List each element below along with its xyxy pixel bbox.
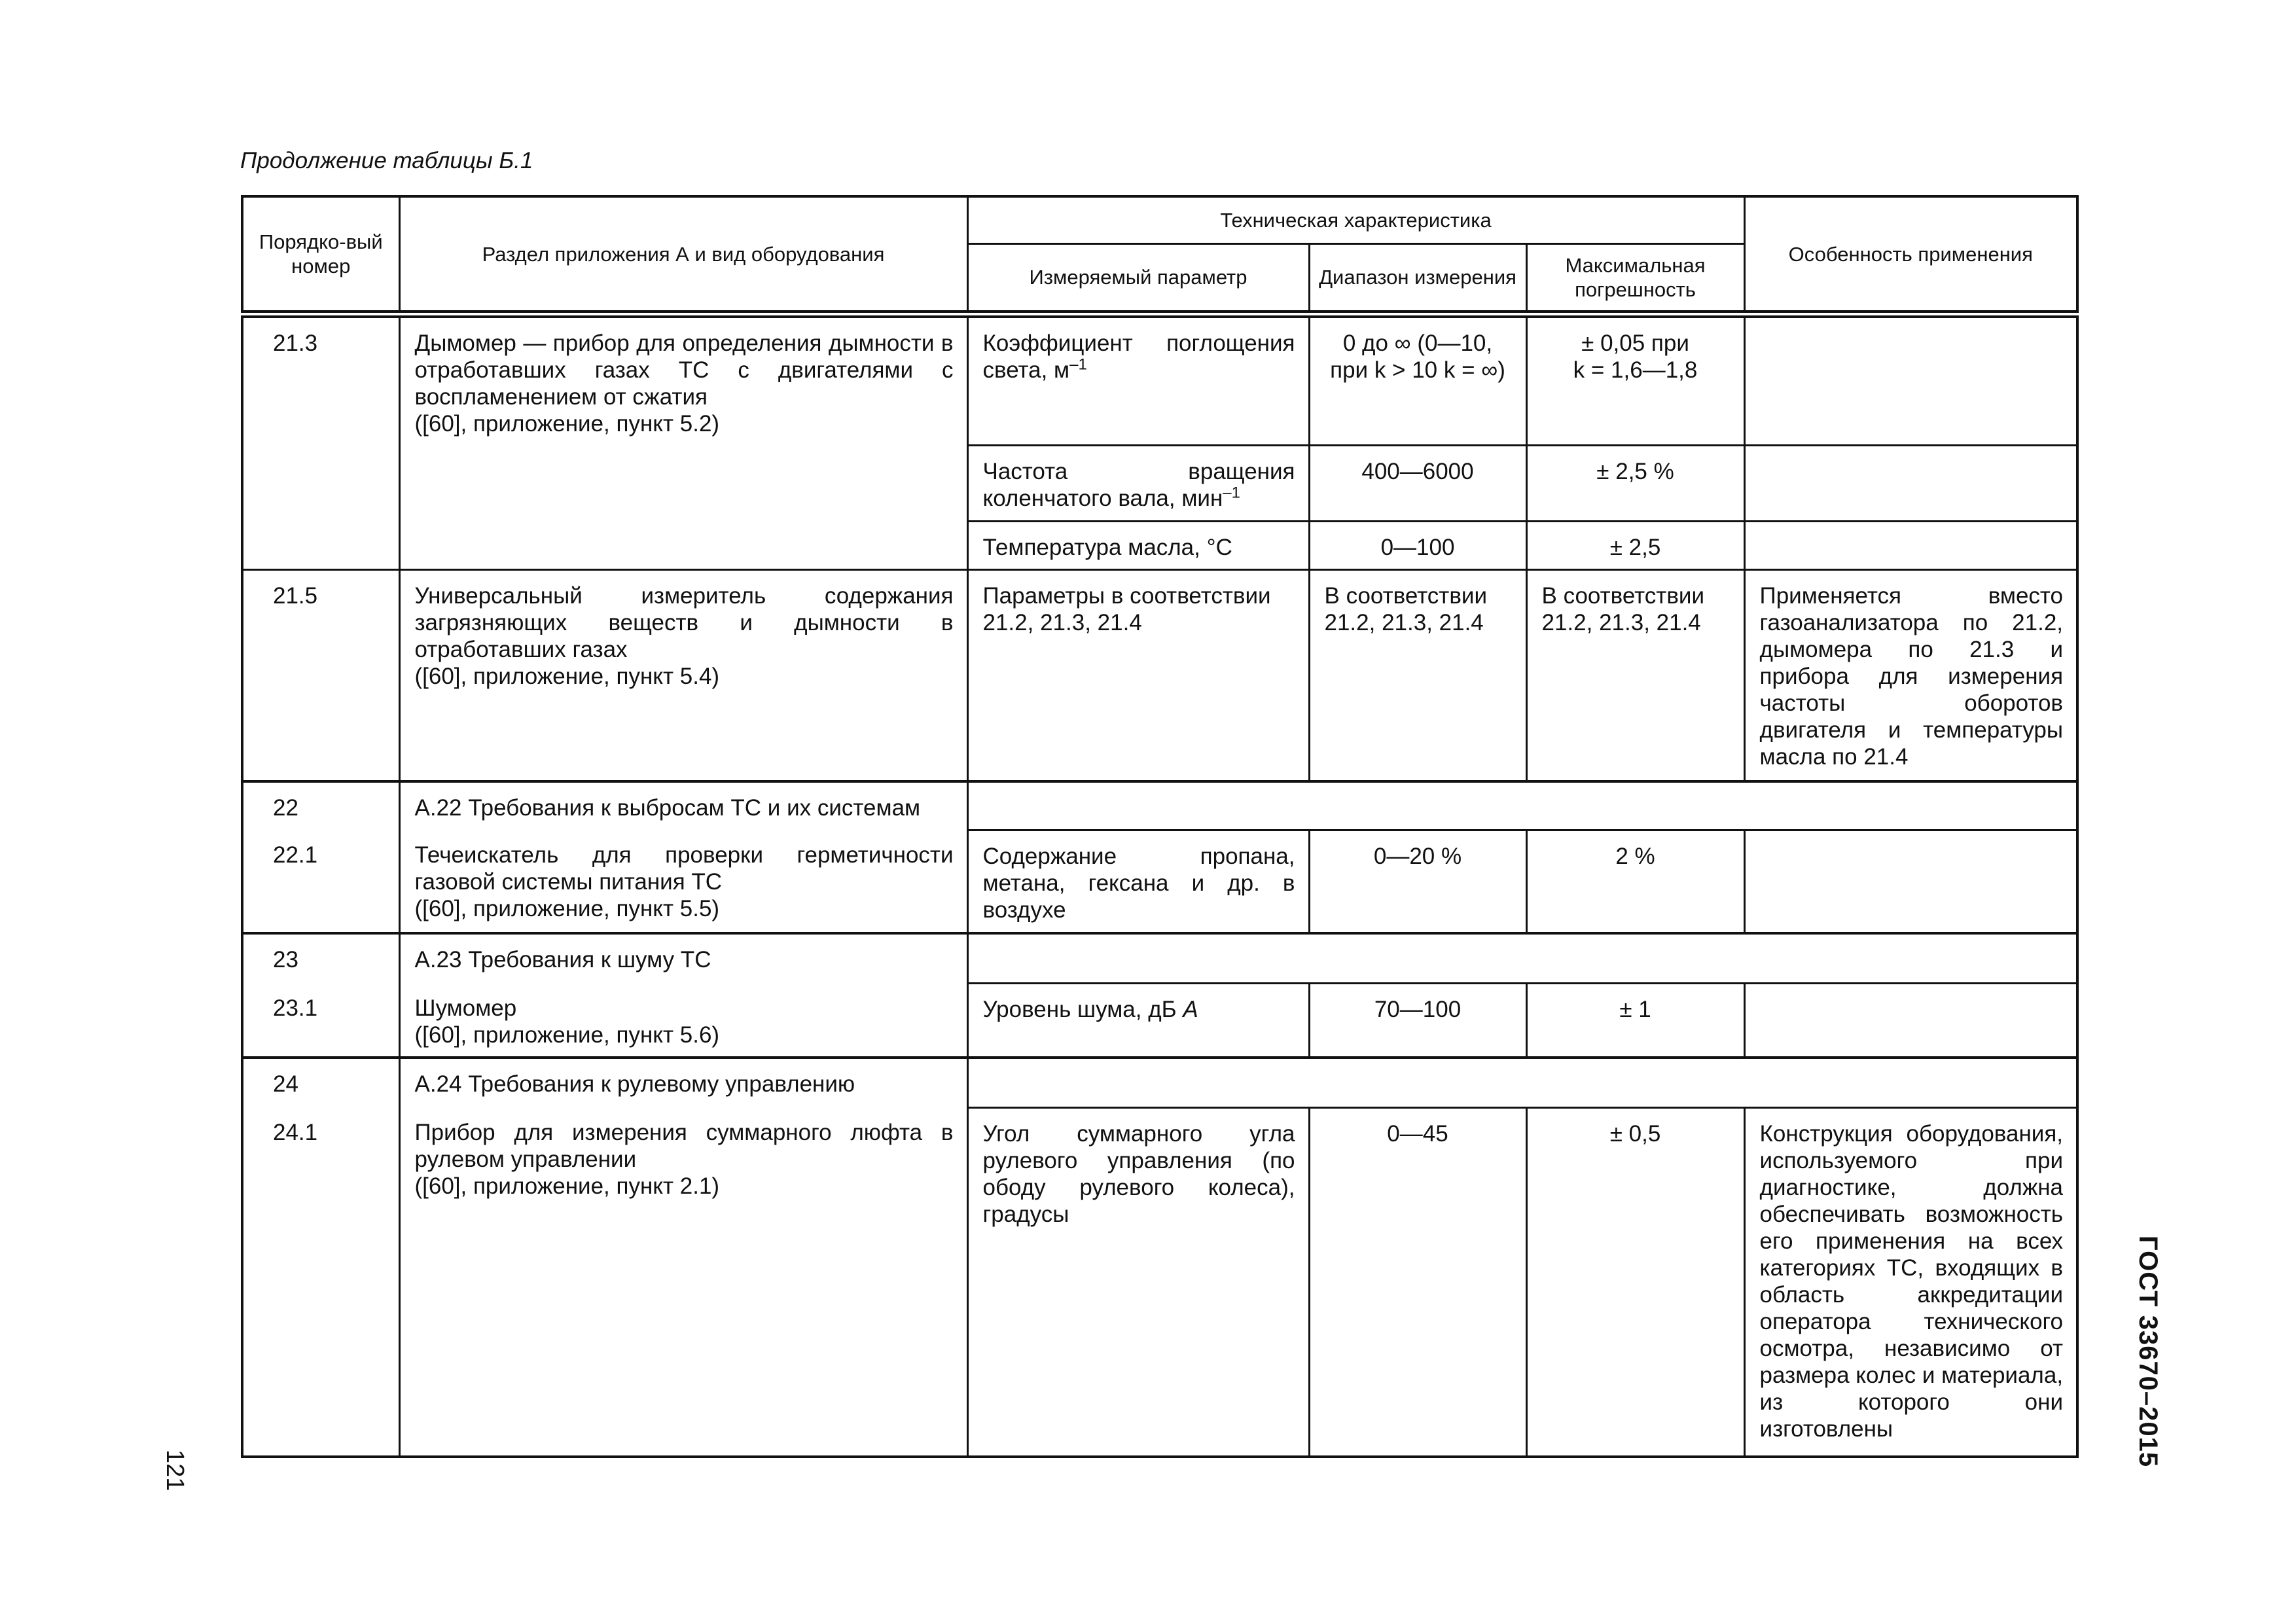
section-ref: ([60], приложение, пункт 5.5) [414, 896, 720, 921]
error-text: ± 2,5 [1609, 534, 1661, 560]
range-text: 70—100 [1374, 996, 1462, 1022]
section-ref: ([60], приложение, пункт 5.4) [414, 663, 720, 689]
row-number: 23.1 [273, 995, 318, 1021]
error-text: ± 2,5 % [1596, 458, 1674, 484]
header-tech-characteristics: Техническая характеристика [967, 196, 1744, 243]
section-ref: ([60], приложение, пункт 2.1) [414, 1173, 720, 1199]
error-text: ± 1 [1619, 996, 1651, 1022]
table-row [242, 830, 2077, 933]
error-text: ± 0,5 [1609, 1120, 1661, 1147]
table-row [242, 1058, 2077, 1107]
range-text: 0—45 [1387, 1120, 1448, 1147]
section-ref: ([60], приложение, пункт 5.6) [414, 1022, 720, 1048]
row-number: 22 [273, 795, 298, 821]
row-number: 21.5 [273, 582, 318, 609]
section-heading: А.24 Требования к рулевому управлению [414, 1071, 855, 1097]
header-parameter: Измеряемый параметр [967, 243, 1309, 314]
table-row [242, 983, 2077, 1058]
parameter-text: Содержание пропана, метана, гексана и др. в воздухе [982, 843, 1295, 923]
table-row [242, 1107, 2077, 1457]
equipment-table [241, 195, 2079, 1458]
range-text: В соответствии 21.2, 21.3, 21.4 [1324, 582, 1488, 635]
header-section: Раздел приложения А и вид оборудования [399, 196, 967, 314]
application-note: Применяется вместо газоанализатора по 21.2, дымомера по 21.3 и прибора для измерения частоты оборотов двигателя и температуры масла по 21.4 [1759, 582, 2064, 770]
table-row [242, 933, 2077, 983]
section-text: Дымомер — прибор для определения дымности в отработавших газах ТС с двигателями с воспламенением от сжатия [414, 330, 954, 410]
range-text: 0—20 % [1373, 843, 1462, 869]
unit-superscript: –1 [1069, 355, 1087, 374]
section-text: Течеискатель для проверки герметичности газовой системы питания ТС [414, 842, 954, 895]
error-text: 2 % [1615, 843, 1655, 869]
range-text: 0—100 [1380, 534, 1455, 560]
unit-weighting: A [1183, 996, 1198, 1022]
section-text: Универсальный измеритель содержания загрязняющих веществ и дымности в отработавших газах [414, 582, 954, 662]
error-text: В соответствии 21.2, 21.3, 21.4 [1541, 582, 1705, 635]
row-number: 23 [273, 947, 298, 972]
page-number: 121 [161, 1450, 188, 1491]
section-text: Шумомер [414, 995, 517, 1021]
section-text: Прибор для измерения суммарного люфта в рулевом управлении [414, 1120, 954, 1172]
header-number: Порядко-вый номер [242, 196, 399, 314]
parameter-text: Температура масла, °C [982, 534, 1232, 560]
header-application: Особенность применения [1744, 196, 2077, 314]
section-heading: А.23 Требования к шуму ТС [414, 947, 711, 972]
section-heading: А.22 Требования к выбросам ТС и их системам [414, 795, 921, 821]
unit-superscript: –1 [1223, 483, 1240, 501]
table-caption: Продолжение таблицы Б.1 [240, 148, 533, 173]
parameter-text: Угол суммарного угла рулевого управления (по ободу рулевого колеса), градусы [982, 1120, 1295, 1227]
row-number: 22.1 [273, 842, 318, 868]
error-line: ± 0,05 при [1581, 330, 1689, 356]
parameter-text: Параметры в соответствии 21.2, 21.3, 21.4 [982, 582, 1271, 635]
range-line: при k > 10 k = ∞) [1330, 357, 1505, 383]
table-row [242, 314, 2077, 445]
parameter-text: Уровень шума, дБ [982, 996, 1177, 1022]
parameter-text: Коэффициент поглощения света, м [982, 330, 1295, 383]
table-row [242, 569, 2077, 781]
parameter-text: Частота вращения коленчатого вала, мин [982, 458, 1295, 511]
range-line: 0 до ∞ (0—10, [1342, 330, 1493, 356]
range-text: 400—6000 [1361, 458, 1474, 484]
row-number: 21.3 [273, 330, 318, 356]
error-line: k = 1,6—1,8 [1573, 357, 1698, 383]
row-number: 24 [273, 1071, 298, 1097]
table-row [242, 781, 2077, 830]
header-error: Максимальная погрешность [1526, 243, 1744, 314]
section-ref: ([60], приложение, пункт 5.2) [414, 411, 720, 437]
document-code: ГОСТ 33670–2015 [2134, 1236, 2162, 1468]
application-note: Конструкция оборудования, используемого при диагностике, должна обеспечивать возможность его применения на всех категориях ТС, входящих в область аккредитации оператора технического осмотра, независимо от размера колес и материала, из которого они изготовлены [1759, 1120, 2064, 1442]
header-range: Диапазон измерения [1309, 243, 1526, 314]
row-number: 24.1 [273, 1120, 318, 1145]
